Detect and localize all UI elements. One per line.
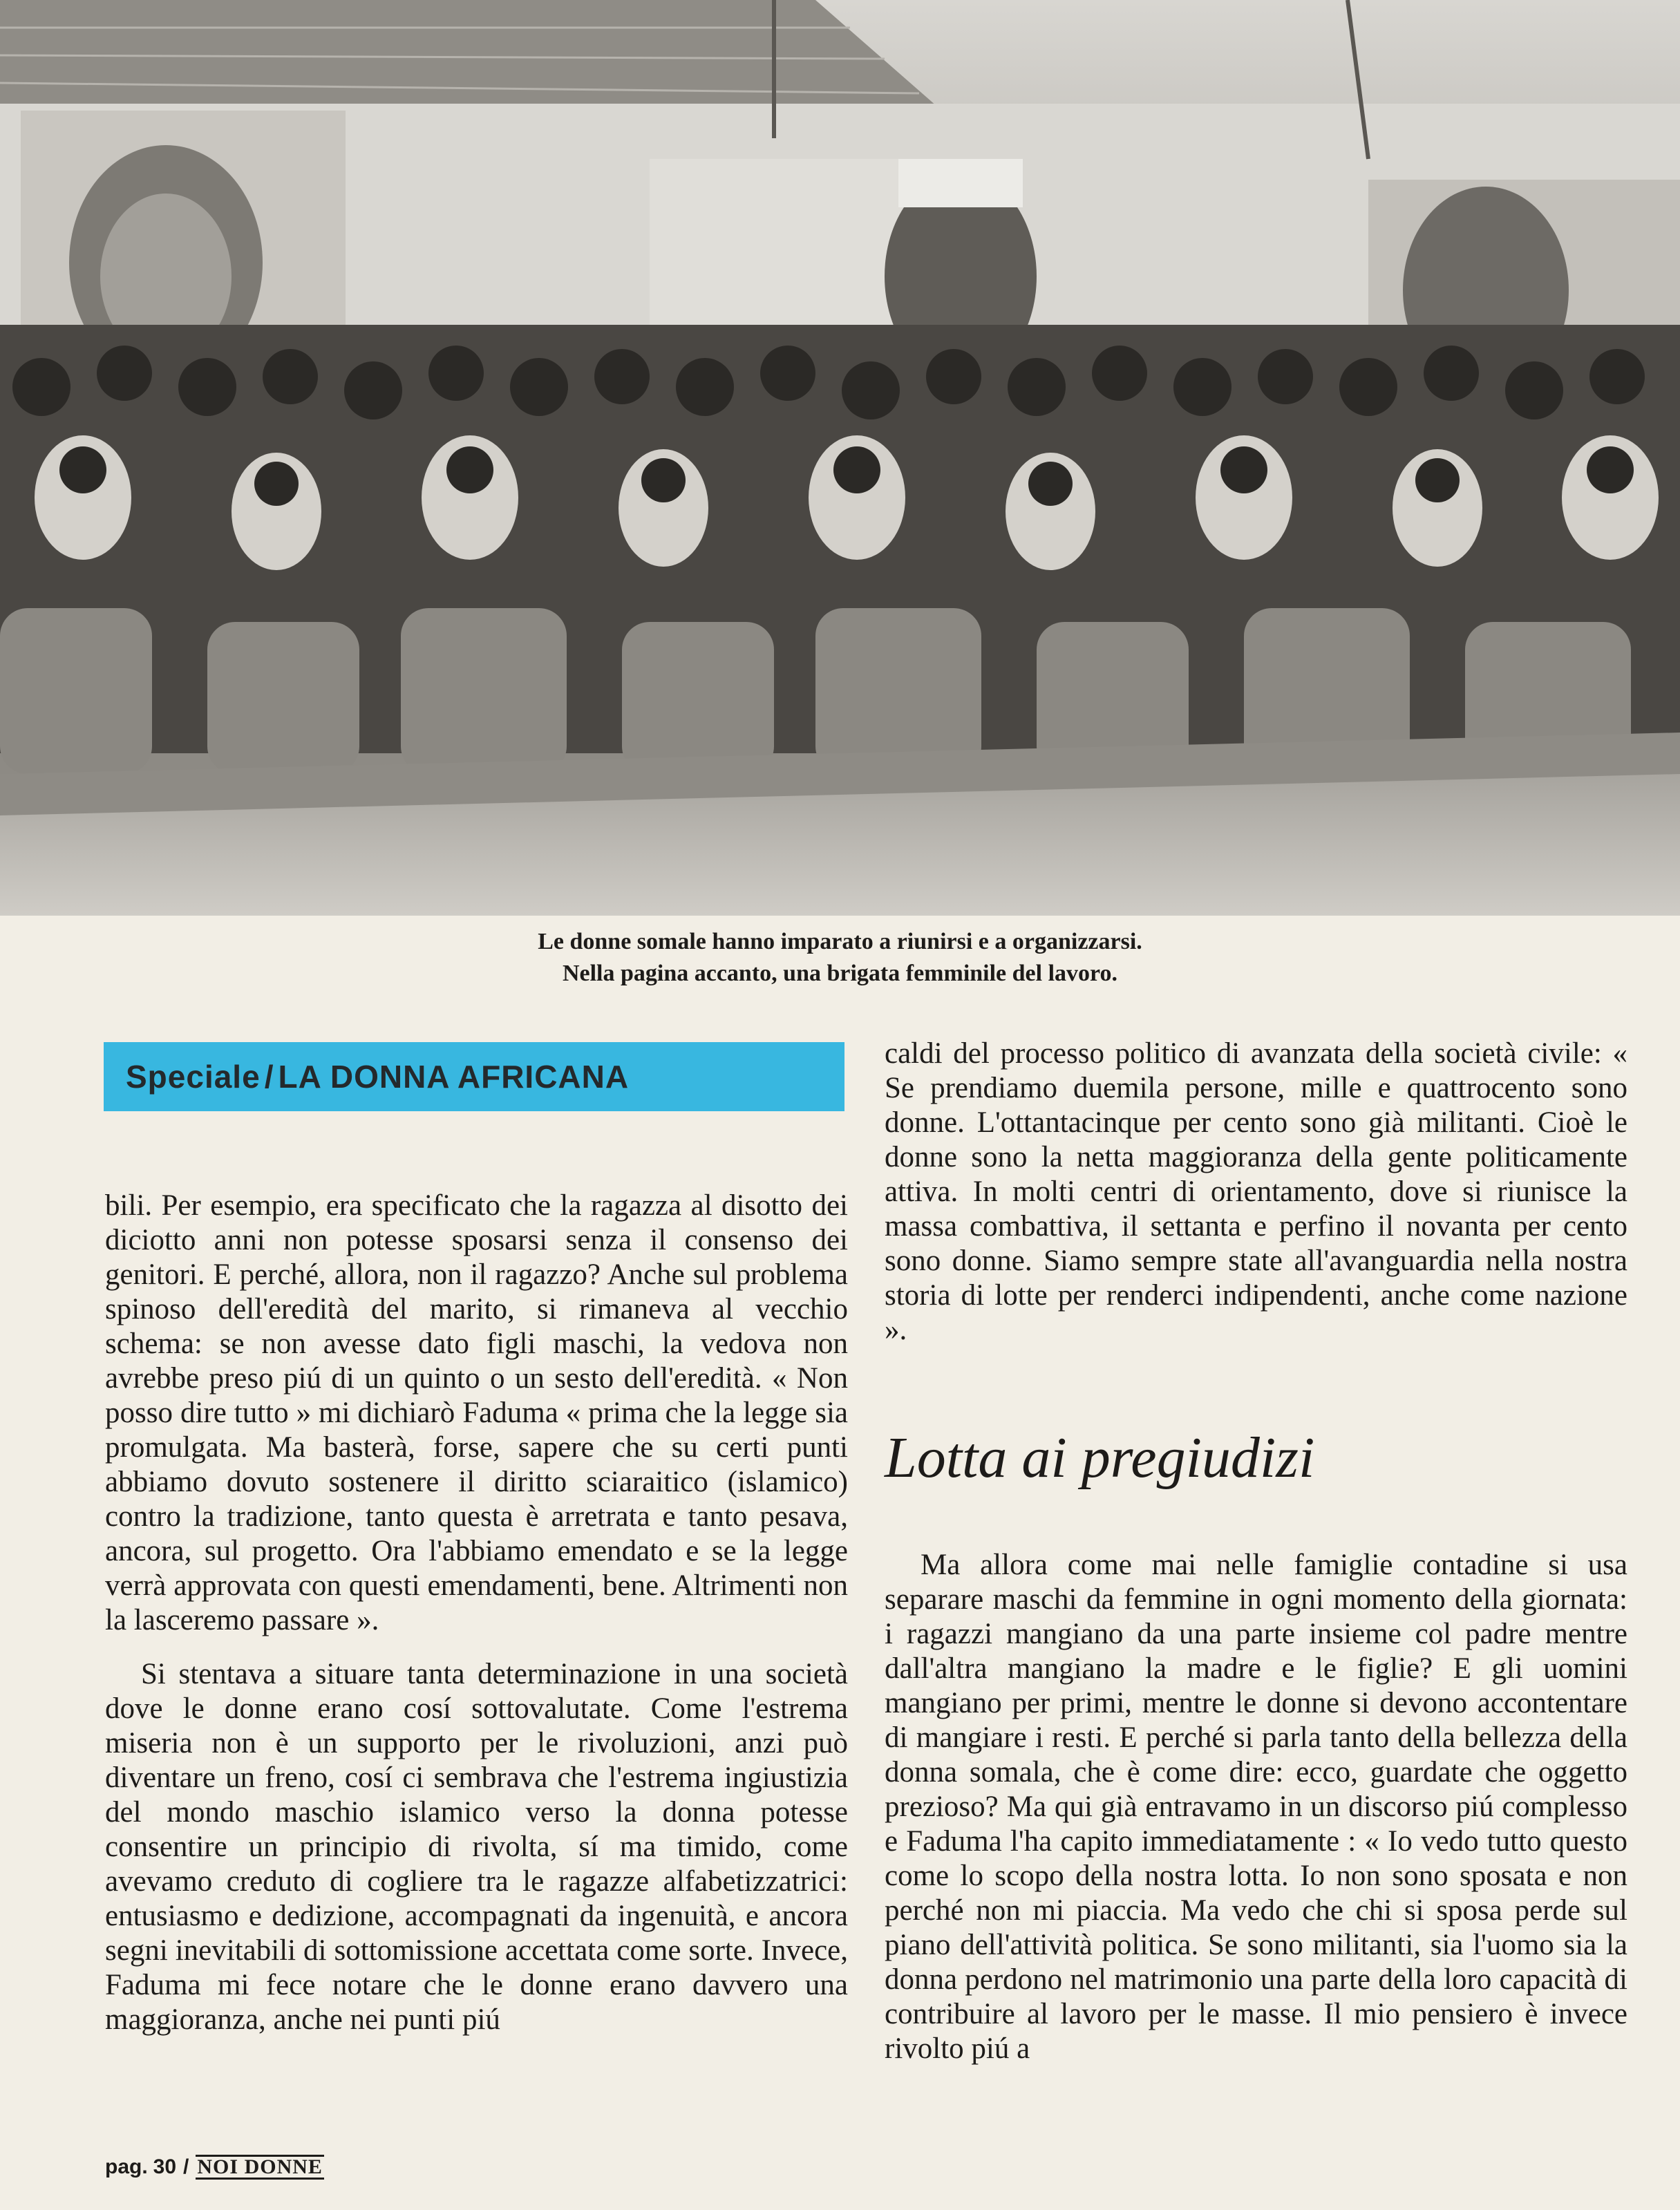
group-photo-illustration (0, 0, 1680, 916)
section-banner (104, 1042, 844, 1111)
banner-separator: / (264, 1059, 274, 1095)
banner-section: Speciale (126, 1059, 261, 1095)
right-column-bottom (885, 1548, 1627, 2066)
subheading: Lotta ai pregiudizi (885, 1426, 1315, 1490)
page-footer (105, 2155, 324, 2180)
page-label: pag. (105, 2155, 148, 2178)
caption-line-1: Le donne somale hanno imparato a riunirsi e a organizzarsi. (538, 929, 1142, 954)
right-paragraph-1: caldi del processo politico di avanzata della società civile: « Se prendiamo duemila persone, mille e quattrocento sono donne. L'ottantacinque per cento sono già militanti. Cioè le donne sono la netta maggioranza della gente politicamente attiva. In molti centri di orientamento, dove si riunisce la massa combattiva, il settanta e perfino il novanta per cento sono donne. Siamo sempre state all'avanguardia nella nostra storia di lotte per renderci indipendenti, anche come nazione ». (885, 1037, 1627, 1346)
right-column-top (885, 1037, 1627, 1348)
left-paragraph-1: bili. Per esempio, era specificato che la ragazza al disotto dei diciotto anni non potesse sposarsi senza il consenso dei genitori. E perché, allora, non il ragazzo? Anche sul problema spinoso dell'eredità del marito, si rimaneva al vecchio schema: se non avesse dato figli maschi, la vedova non avrebbe preso piú di un quinto o un sesto dell'eredità. « Non posso dire tutto » mi dichiarò Faduma « prima che la legge sia promulgata. Ma basterà, forse, sapere che su certi punti abbiamo dovuto sostenere il diritto sciaraitico (islamico) contro la tradizione, tanto questa è arretrata e tanto pesava, ancora, sul progetto. Ora l'abbiamo emendato e se la legge verrà approvata con questi emendamenti, bene. Altrimenti non la lasceremo passare ». (105, 1189, 848, 1636)
photo-caption (0, 926, 1680, 990)
caption-line-2: Nella pagina accanto, una brigata femminile del lavoro. (562, 961, 1118, 986)
right-paragraph-2: Ma allora come mai nelle famiglie contadine si usa separare maschi da femmine in ogni momento della giornata: i ragazzi mangiano da una parte insieme col padre mentre dall'altra mangiano la madre e le figlie? E gli uomini mangiano per primi, mentre le donne si devono accontentare di mangiare i resti. E perché si parla tanto della bellezza della donna somala, che è come dire: ecco, guardate che oggetto prezioso? Ma qui già entravamo in un discorso piú complesso e Faduma l'ha capito immediatamente : « Io vedo tutto questo come lo scopo della nostra lotta. Io non sono sposata e non perché non mi piaccia. Ma vedo che chi si sposa perde sul piano dell'attività politica. Se sono militanti, sia l'uomo sia la donna perdono nel matrimonio una parte della loro capacità di contribuire al lavoro per le masse. Il mio pensiero è invece rivolto piú a (885, 1549, 1627, 2065)
page-number: 30 (153, 2155, 177, 2178)
left-paragraph-2: Si stentava a situare tanta determinazione in una società dove le donne erano cosí sottovalutate. Come l'estrema miseria non è un supporto per le rivoluzioni, anzi può diventare un freno, cosí ci sembrava che l'estrema ingiustizia del mondo maschio islamico verso la donna potesse consentire un principio di rivolta, sí ma timido, come avevamo creduto di cogliere tra le ragazze alfabetizzatrici: entusiasmo e dedizione, accompagnati da ingenuità, e ancora segni inevitabili di sottomissione accettata come sorte. Invece, Faduma mi fece notare che le donne erano davvero una maggioranza, anche nei punti piú (105, 1658, 848, 2036)
banner-topic: LA DONNA AFRICANA (278, 1059, 630, 1095)
group-photo (0, 0, 1680, 916)
footer-separator: / (183, 2155, 189, 2178)
magazine-name: NOI DONNE (197, 2155, 323, 2178)
left-column (105, 1189, 848, 2037)
